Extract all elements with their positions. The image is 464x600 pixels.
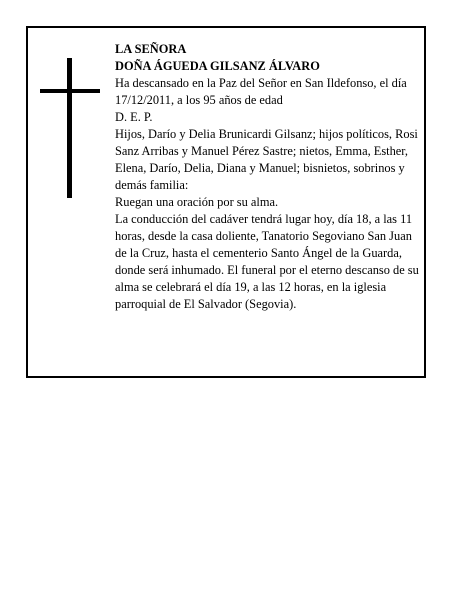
death-statement: Ha descansado en la Paz del Señor en San Ildefonso, el día 17/12/2011, a los 95 años de edad [115, 76, 407, 107]
cross-vertical-bar [67, 58, 72, 198]
notice-title: LA SEÑORA [115, 42, 187, 56]
obituary-notice [26, 26, 426, 378]
deceased-name: DOÑA ÁGUEDA GILSANZ ÁLVARO [115, 59, 320, 73]
family-list: Hijos, Darío y Delia Brunicardi Gilsanz; hijos políticos, Rosi Sanz Arribas y Manuel Pérez Sastre; nietos, Emma, Esther, Elena, Darío, Delia, Diana y Manuel; bisnietos, sobrinos y demás familia: [115, 127, 418, 192]
prayer-request: Ruegan una oración por su alma. [115, 195, 279, 209]
cross-icon [40, 58, 100, 198]
cross-horizontal-bar [40, 89, 100, 93]
rip-abbreviation: D. E. P. [115, 110, 153, 124]
obituary-text [115, 41, 421, 313]
funeral-details: La conducción del cadáver tendrá lugar hoy, día 18, a las 11 horas, desde la casa doliente, Tanatorio Segoviano San Juan de la Cruz, hasta el cementerio Santo Ángel de la Guarda, donde será inhumado. El funeral por el eterno descanso de su alma se celebrará el día 19, a las 12 horas, en la iglesia parroquial de El Salvador (Segovia). [115, 212, 419, 311]
